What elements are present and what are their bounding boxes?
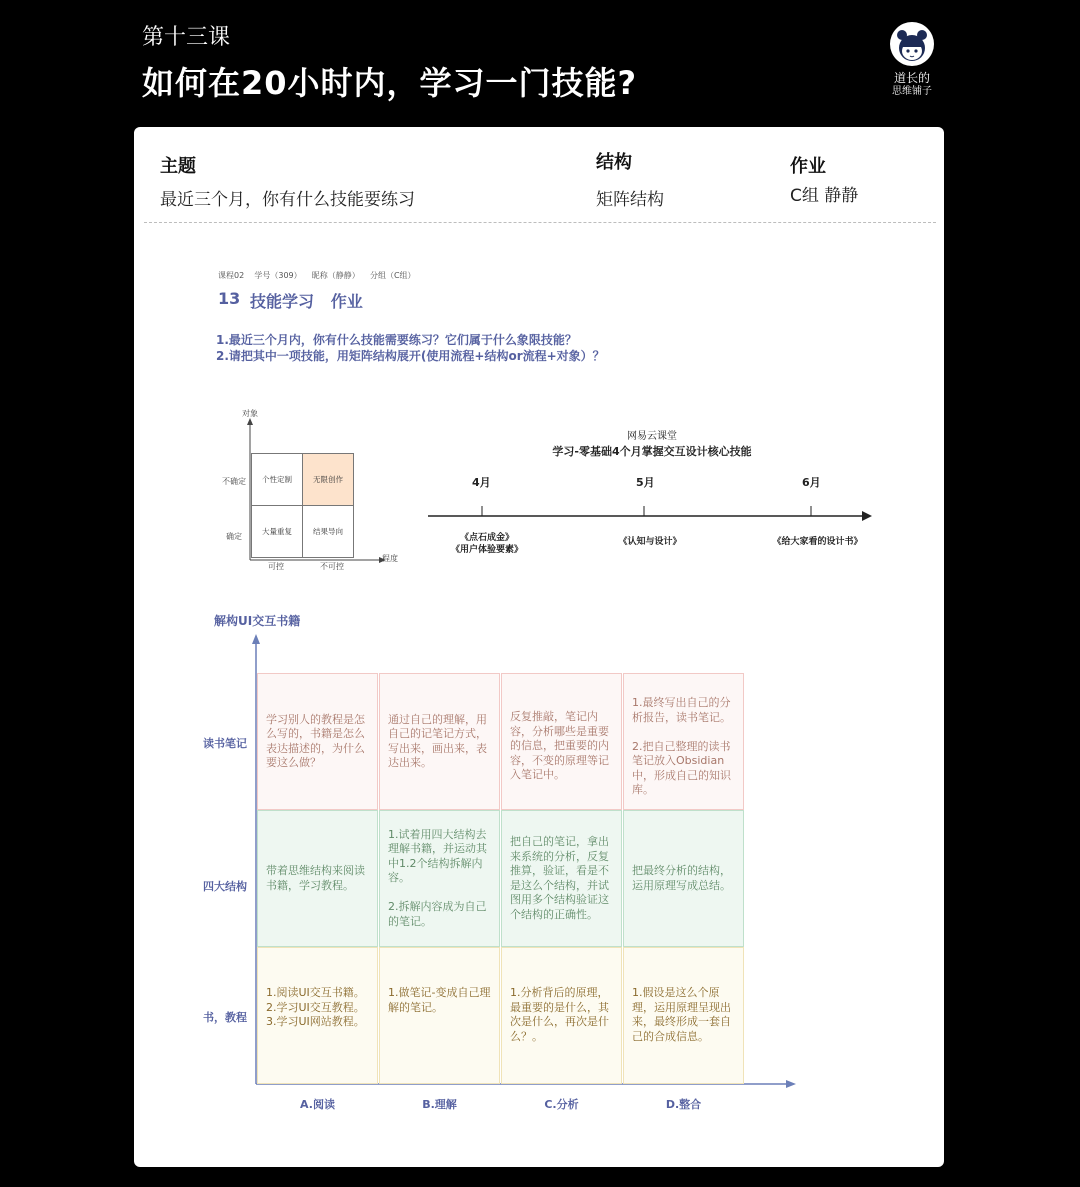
matrix-col-analysis: C.分析 bbox=[544, 1098, 579, 1111]
brand-logo bbox=[880, 22, 944, 99]
matrix-cell-r1-integration: 1.最终写出自己的分析报告，读书笔记。 2.把自己整理的读书笔记放入Obsidian中，形成自己的知识库。 bbox=[623, 673, 744, 810]
matrix-col-understanding: B.理解 bbox=[422, 1098, 457, 1111]
quadrant-row-certain: 确定 bbox=[226, 532, 242, 541]
topic-label: 主题 bbox=[160, 156, 196, 177]
homework-meta: 课程02 学号（309） 昵称（静静） 分组（C组） bbox=[218, 271, 416, 280]
matrix-cell-r1-reading: 学习别人的教程是怎么写的，书籍是怎么表达描述的，为什么要这么做？ bbox=[257, 673, 378, 810]
quadrant-col-uncontrollable: 不可控 bbox=[320, 562, 344, 571]
timeline-book-may: 《认知与设计》 bbox=[618, 537, 682, 547]
matrix-row-books-tutorials: 书，教程 bbox=[203, 1011, 247, 1024]
matrix-col-integration: D.整合 bbox=[665, 1098, 702, 1111]
homework-number: 13 bbox=[218, 289, 241, 308]
structure-value: 矩阵结构 bbox=[596, 190, 664, 210]
lesson-number: 第十三课 bbox=[142, 25, 231, 50]
matrix-cell-r1-analysis: 反复推敲，笔记内容，分析哪些是重要的信息，把重要的内容，不变的原理等记入笔记中。 bbox=[501, 673, 622, 810]
logo-text-line1: 道长的 bbox=[893, 71, 930, 85]
question-1: 1.最近三个月内，你有什么技能需要练习？它们属于什么象限技能？ bbox=[216, 333, 577, 347]
matrix-col-reading: A.阅读 bbox=[300, 1098, 335, 1111]
quadrant-x-axis-label: 程度 bbox=[382, 554, 398, 563]
timeline-book-april-1: 《点石成金》 bbox=[459, 533, 514, 543]
matrix-cell-r2-analysis: 把自己的笔记，拿出来系统的分析，反复推算，验证，看是不是这么个结构，并试图用多个结构验证这个结构的正确性。 bbox=[501, 810, 622, 947]
matrix-cell-r3-integration: 1.假设是这么个原理，运用原理呈现出来，最终形成一套自己的合成信息。 bbox=[623, 947, 744, 1084]
timeline-course: 学习-零基础4个月掌握交互设计核心技能 bbox=[552, 445, 752, 458]
timeline-month-april: 4月 bbox=[472, 476, 491, 489]
timeline-month-june: 6月 bbox=[802, 476, 821, 489]
topic-value: 最近三个月，你有什么技能要练习 bbox=[160, 190, 415, 210]
homework-title: 技能学习 作业 bbox=[250, 292, 363, 311]
page-title: 如何在20小时内，学习一门技能? bbox=[142, 64, 638, 102]
structure-label: 结构 bbox=[596, 152, 632, 173]
timeline-axis bbox=[426, 506, 876, 526]
matrix-cell-r2-integration: 把最终分析的结构，运用原理写成总结。 bbox=[623, 810, 744, 947]
matrix-cell-r3-understanding: 1.做笔记-变成自己理解的笔记。 bbox=[379, 947, 500, 1084]
timeline-month-may: 5月 bbox=[636, 476, 655, 489]
divider bbox=[144, 222, 936, 223]
quadrant-cell-creation: 无限创作 bbox=[302, 453, 354, 506]
timeline-book-june: 《给大家看的设计书》 bbox=[772, 537, 863, 547]
matrix-cell-r2-reading: 带着思维结构来阅读书籍，学习教程。 bbox=[257, 810, 378, 947]
timeline-book-april-2: 《用户体验要素》 bbox=[450, 545, 523, 555]
quadrant-row-uncertain: 不确定 bbox=[222, 477, 246, 486]
matrix-row-reading-notes: 读书笔记 bbox=[203, 737, 247, 750]
avatar-logo-icon bbox=[890, 22, 934, 66]
logo-text-line2: 思维铺子 bbox=[892, 86, 932, 97]
matrix-row-four-structures: 四大结构 bbox=[203, 880, 247, 893]
matrix-cell-r3-reading: 1.阅读UI交互书籍。 2.学习UI交互教程。 3.学习UI网站教程。 bbox=[257, 947, 378, 1084]
question-2: 2.请把其中一项技能，用矩阵结构展开(使用流程+结构or流程+对象）？ bbox=[216, 349, 605, 363]
homework-label: 作业 bbox=[790, 156, 826, 177]
quadrant-cell-custom: 个性定制 bbox=[251, 453, 303, 506]
quadrant-cell-repetition: 大量重复 bbox=[251, 505, 303, 558]
matrix-cell-r3-analysis: 1.分析背后的原理，最重要的是什么，其次是什么，再次是什么？。 bbox=[501, 947, 622, 1084]
homework-value: C组 静静 bbox=[790, 186, 859, 206]
matrix-y-axis-title: 解构UI交互书籍 bbox=[214, 614, 301, 628]
quadrant-y-axis-label: 对象 bbox=[242, 409, 258, 418]
matrix-cell-r1-understanding: 通过自己的理解，用自己的记笔记方式，写出来，画出来，表达出来。 bbox=[379, 673, 500, 810]
quadrant-cell-results: 结果导向 bbox=[302, 505, 354, 558]
timeline-provider: 网易云课堂 bbox=[627, 431, 677, 442]
matrix-cell-r2-understanding: 1.试着用四大结构去理解书籍，并运动其中1.2个结构拆解内容。 2.拆解内容成为自己的笔记。 bbox=[379, 810, 500, 947]
quadrant-col-controllable: 可控 bbox=[268, 562, 284, 571]
